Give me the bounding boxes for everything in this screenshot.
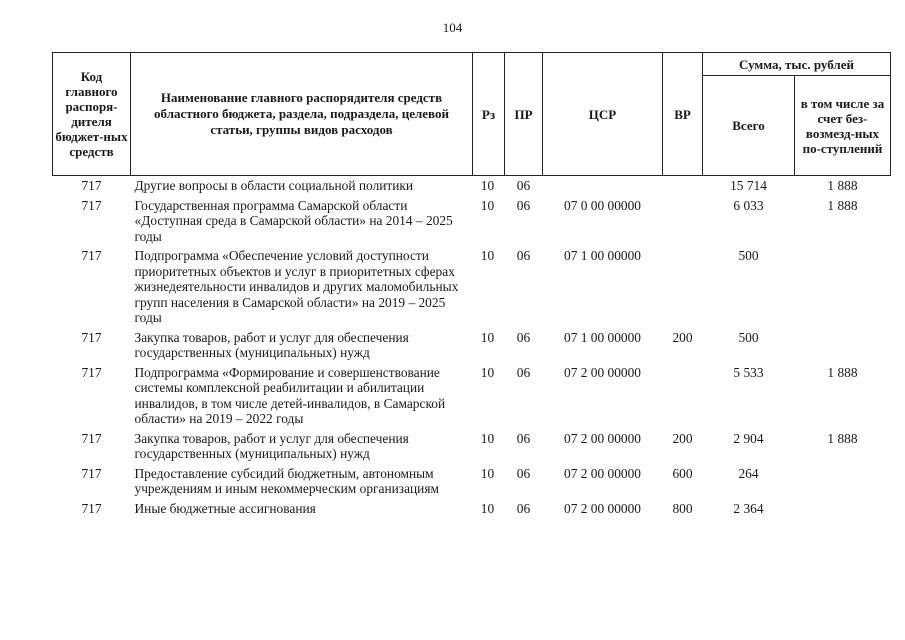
cell-code: 717 xyxy=(81,329,102,345)
cell-incl xyxy=(795,501,891,521)
cell-pr: 06 xyxy=(516,465,531,481)
cell-csr xyxy=(543,176,663,198)
cell-rz: 10 xyxy=(480,500,495,516)
page-number: 104 xyxy=(442,20,463,35)
cell-pr: 06 xyxy=(516,178,531,193)
cell-name: Закупка товаров, работ и услуг для обеспечения государственных (муниципальных) нужд xyxy=(134,329,409,360)
header-incl: в том числе за счет без-возмезд-ных по-ступлений xyxy=(795,76,891,176)
cell-code: 717 xyxy=(81,197,102,213)
cell-name: Государственная программа Самарской области «Доступная среда в Самарской области» на 2014 – 2025 годы xyxy=(134,197,453,244)
budget-table xyxy=(52,52,891,520)
cell-rz: 10 xyxy=(480,364,495,380)
cell-vr xyxy=(663,176,703,198)
cell-csr: 07 2 00 00000 xyxy=(564,465,641,481)
cell-vr: 200 xyxy=(672,329,693,345)
header-sum: Сумма, тыс. рублей xyxy=(703,53,891,76)
table-row xyxy=(53,198,891,249)
table-body xyxy=(53,176,891,521)
cell-total: 15 714 xyxy=(730,178,767,193)
cell-csr: 07 2 00 00000 xyxy=(564,430,641,446)
cell-rz: 10 xyxy=(480,430,495,446)
cell-name: Закупка товаров, работ и услуг для обеспечения государственных (муниципальных) нужд xyxy=(134,430,409,461)
cell-total: 6 033 xyxy=(733,197,764,213)
cell-total: 2 364 xyxy=(733,500,764,516)
cell-pr: 06 xyxy=(516,248,531,263)
cell-pr: 06 xyxy=(516,500,531,516)
cell-vr: 600 xyxy=(672,465,693,481)
cell-incl: 1 888 xyxy=(827,430,858,446)
cell-incl: 1 888 xyxy=(827,178,858,193)
cell-incl: 1 888 xyxy=(827,364,858,380)
cell-csr: 07 2 00 00000 xyxy=(564,364,641,380)
table-row xyxy=(53,466,891,501)
header-code: Код главного распоря-дителя бюджет-ных средств xyxy=(53,53,131,176)
header-csr: ЦСР xyxy=(543,53,663,176)
table-header xyxy=(53,53,891,176)
table-row xyxy=(53,176,891,198)
cell-code: 717 xyxy=(81,430,102,446)
cell-pr: 06 xyxy=(516,364,531,380)
cell-pr: 06 xyxy=(516,430,531,446)
cell-rz: 10 xyxy=(480,329,495,345)
cell-vr xyxy=(663,365,703,431)
cell-code: 717 xyxy=(81,364,102,380)
cell-code: 717 xyxy=(81,465,102,481)
cell-name: Иные бюджетные ассигнования xyxy=(134,500,316,516)
header-pr: ПР xyxy=(505,53,543,176)
header-vr: ВР xyxy=(663,53,703,176)
cell-rz: 10 xyxy=(480,465,495,481)
cell-total: 500 xyxy=(738,329,759,345)
cell-csr: 07 1 00 00000 xyxy=(564,329,641,345)
cell-vr xyxy=(663,198,703,249)
cell-total: 5 533 xyxy=(733,364,764,380)
cell-name: Подпрограмма «Обеспечение условий доступности приоритетных объектов и услуг в приоритетных сферах жизнедеятельности инвалидов и других маломобильных групп населения в Самарской области» на 2019 – 2025 годы xyxy=(134,248,459,325)
cell-total: 2 904 xyxy=(733,430,764,446)
cell-total: 500 xyxy=(738,248,759,263)
cell-incl xyxy=(795,466,891,501)
cell-code: 717 xyxy=(81,248,102,263)
cell-incl xyxy=(795,330,891,365)
cell-code: 717 xyxy=(81,178,102,193)
table-row xyxy=(53,330,891,365)
header-total: Всего xyxy=(703,76,795,176)
cell-name: Подпрограмма «Формирование и совершенствование системы комплексной реабилитации и абилитации инвалидов, в том числе детей-инвалидов, в Самарской области» на 2019 – 2022 годы xyxy=(134,364,446,426)
cell-name: Другие вопросы в области социальной политики xyxy=(134,178,414,193)
cell-rz: 10 xyxy=(480,197,495,213)
cell-rz: 10 xyxy=(480,178,495,193)
header-rz: Рз xyxy=(473,53,505,176)
table-row xyxy=(53,431,891,466)
cell-incl xyxy=(795,248,891,330)
cell-rz: 10 xyxy=(480,248,495,263)
table-row xyxy=(53,248,891,330)
cell-name: Предоставление субсидий бюджетным, автономным учреждениям и иным некоммерческим организациям xyxy=(134,465,439,496)
cell-csr: 07 0 00 00000 xyxy=(564,197,641,213)
cell-incl: 1 888 xyxy=(827,197,858,213)
cell-pr: 06 xyxy=(516,197,531,213)
header-name: Наименование главного распорядителя средств областного бюджета, раздела, подраздела, целевой статьи, группы видов расходов xyxy=(131,53,473,176)
cell-vr: 200 xyxy=(672,430,693,446)
cell-code: 717 xyxy=(81,500,102,516)
cell-total: 264 xyxy=(738,465,759,481)
table-row xyxy=(53,365,891,431)
cell-pr: 06 xyxy=(516,329,531,345)
cell-vr: 800 xyxy=(672,500,693,516)
cell-csr: 07 2 00 00000 xyxy=(564,500,641,516)
cell-csr: 07 1 00 00000 xyxy=(564,248,641,263)
table-row xyxy=(53,501,891,521)
cell-vr xyxy=(663,248,703,330)
